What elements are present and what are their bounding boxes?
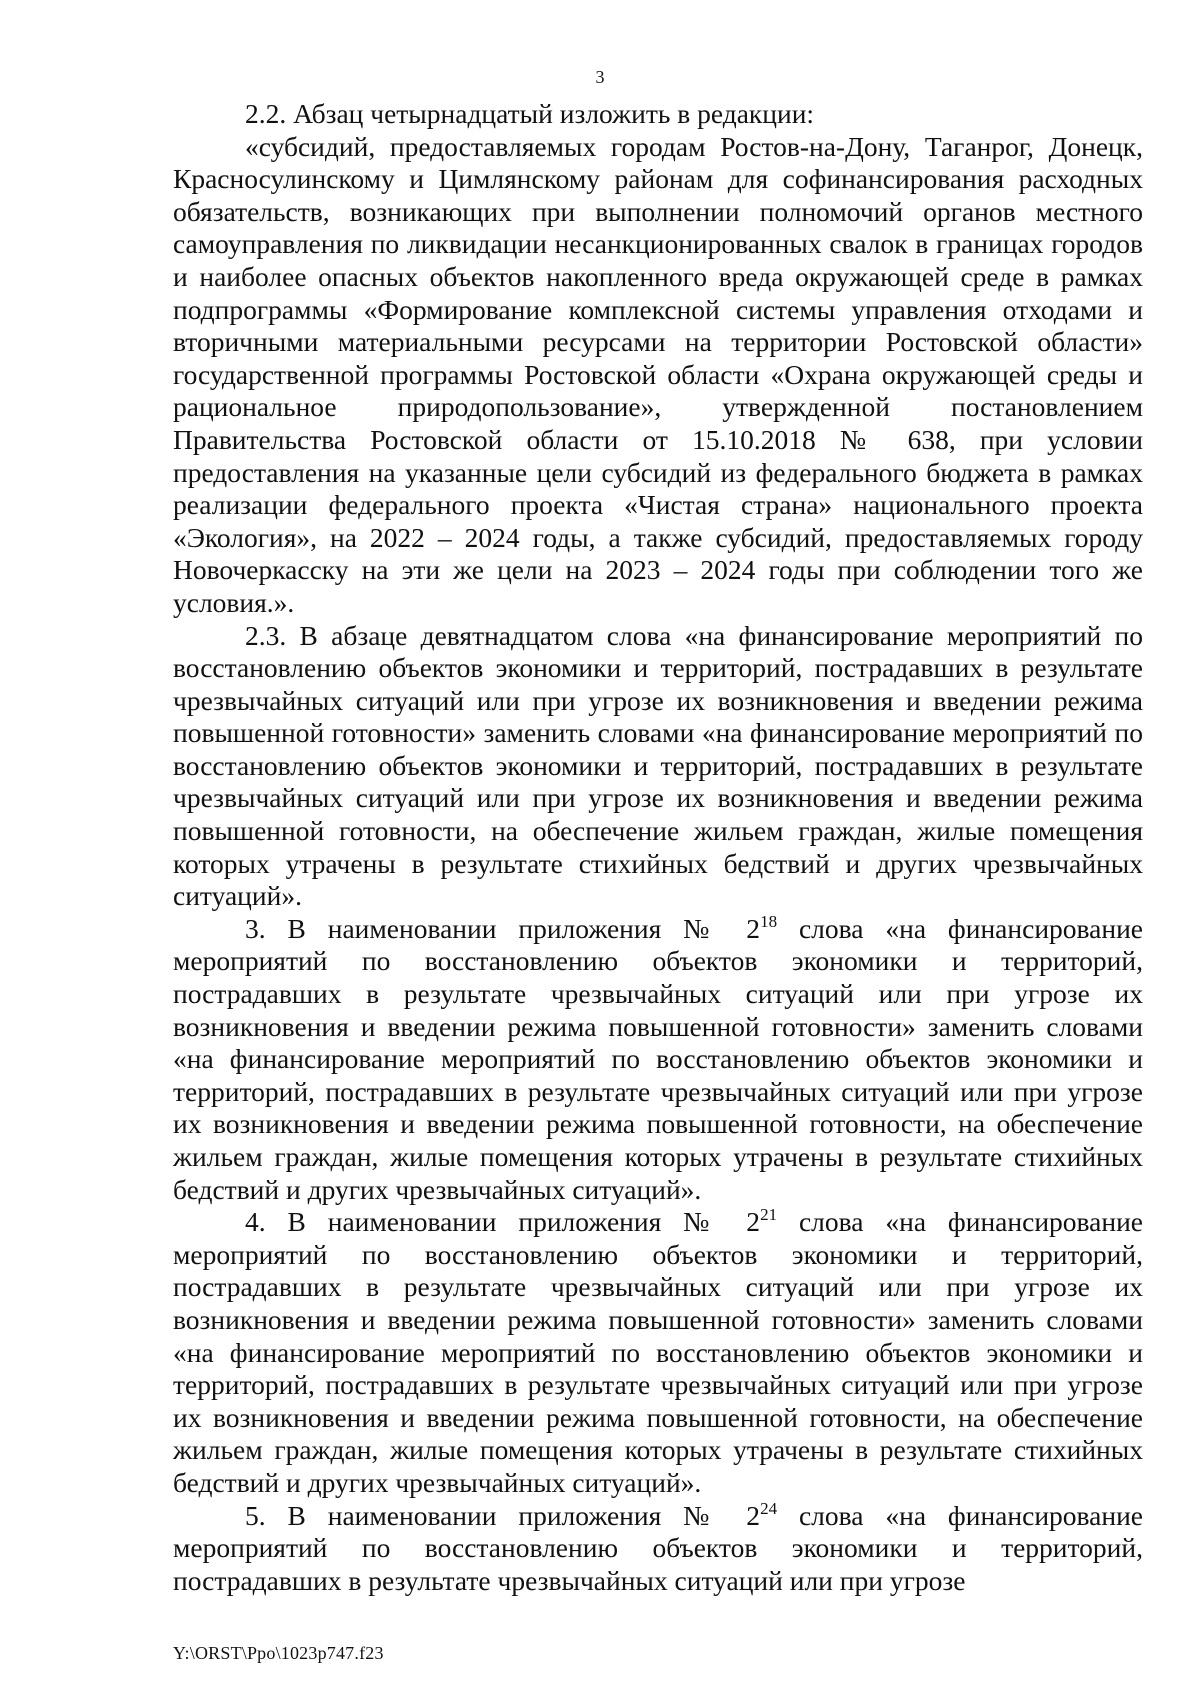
paragraph-4-text: слова «на финансирование мероприятий по восстановлению объектов экономики и территорий, пострадавших в результате чрезвычайных ситуаций или при угрозе их возникновения и введении режима повышенной готовности» заменить словами «на финансирование мероприятий по восстановлению объектов экономики и территорий, пострадавших в результате чрезвычайных ситуаций или при угрозе их возникновения и введении режима повышенной готовности, на обеспечение жильем граждан, жилые помещения которых утрачены в результате стихийных бедствий и других чрезвычайных ситуаций». [173, 1206, 1143, 1498]
paragraph-5-text: слова «на финансирование мероприятий по восстановлению объектов экономики и территорий, пострадавших в результате чрезвычайных ситуаций или при угрозе [173, 1499, 1143, 1596]
footer-file-path: Y:\ORST\Ppo\1023p747.f23 [173, 1643, 384, 1663]
paragraph-2-3: 2.3. В абзаце девятнадцатом слова «на финансирование мероприятий по восстановлению объектов экономики и территорий, пострадавших в результате чрезвычайных ситуаций или при угрозе их возникновения и введении режима повышенной готовности» заменить словами «на финансирование мероприятий по восстановлению объектов экономики и территорий, пострадавших в результате чрезвычайных ситуаций или при угрозе их возникновения и введении режима повышенной готовности, на обеспечение жильем граждан, жилые помещения которых утрачены в результате стихийных бедствий и других чрезвычайных ситуаций». [173, 619, 1143, 912]
paragraph-4 [173, 1206, 1143, 1499]
paragraph-4-prefix: 4. В наименовании приложения № 2 [245, 1206, 761, 1238]
paragraph-4-superscript: 21 [760, 1205, 778, 1225]
page-number: 3 [595, 67, 605, 87]
paragraph-3-prefix: 3. В наименовании приложения № 2 [245, 912, 761, 944]
paragraph-3-superscript: 18 [760, 911, 778, 931]
paragraph-5-superscript: 24 [760, 1498, 778, 1518]
paragraph-3 [173, 913, 1143, 1206]
paragraph-5-prefix: 5. В наименовании приложения № 2 [245, 1499, 761, 1531]
paragraph-3-text: слова «на финансирование мероприятий по восстановлению объектов экономики и территорий, пострадавших в результате чрезвычайных ситуаций или при угрозе их возникновения и введении режима повышенной готовности» заменить словами «на финансирование мероприятий по восстановлению объектов экономики и территорий, пострадавших в результате чрезвычайных ситуаций или при угрозе их возникновения и введении режима повышенной готовности, на обеспечение жильем граждан, жилые помещения которых утрачены в результате стихийных бедствий и других чрезвычайных ситуаций». [173, 912, 1143, 1205]
paragraph-2-2-quote: «субсидий, предоставляемых городам Ростов-на-Дону, Таганрог, Донецк, Красносулинскому и Цимлянскому районам для софинансирования расходных обязательств, возникающих при выполнении полномочий органов местного самоуправления по ликвидации несанкционированных свалок в границах городов и наиболее опасных объектов накопленного вреда окружающей среде в рамках подпрограммы «Формирование комплексной системы управления отходами и вторичными материальными ресурсами на территории Ростовской области» государственной программы Ростовской области «Охрана окружающей среды и рациональное природопользование», утвержденной постановлением Правительства Ростовской области от 15.10.2018 № 638, при условии предоставления на указанные цели субсидий из федерального бюджета в рамках реализации федерального проекта «Чистая страна» национального проекта «Экология», на 2022 – 2024 годы, а также субсидий, предоставляемых городу Новочеркасску на эти же цели на 2023 – 2024 годы при соблюдении того же условия.». [173, 130, 1143, 618]
paragraph-5 [173, 1500, 1143, 1598]
document-body [173, 98, 1143, 1597]
paragraph-2-2: 2.2. Абзац четырнадцатый изложить в редакции: [245, 98, 815, 129]
